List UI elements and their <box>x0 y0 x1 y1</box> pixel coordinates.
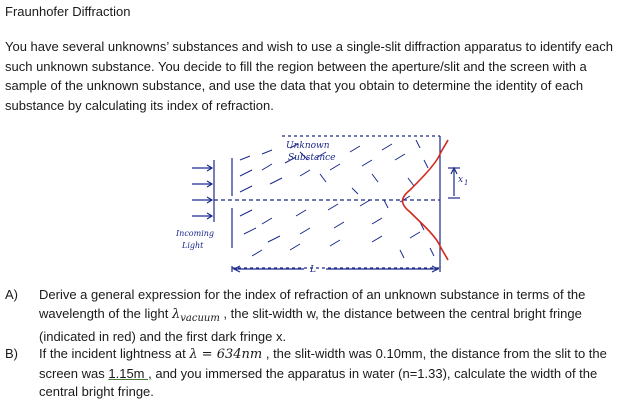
diffracted-wavefronts <box>240 140 434 258</box>
lambda-subscript: vacuum <box>180 312 220 324</box>
label-light: Light <box>182 241 204 250</box>
label-l: L <box>310 265 316 275</box>
label-incoming: Incoming <box>176 229 215 238</box>
label-x1-sub: 1 <box>464 179 469 187</box>
label-x1: x <box>458 175 464 185</box>
intro-paragraph: You have several unknowns’ substances and wish to use a single-slit diffraction apparatus to identify each such unknown substance. You decide to fill the region between the aperture/slit and the screen with a sample of the unknown substance, and use the data that you obtain to determine the identity of each substance by calculating its index of refraction. <box>5 39 613 113</box>
wavelength-value: λ = 634nm <box>189 347 263 362</box>
diffraction-figure <box>0 130 633 280</box>
diffraction-diagram <box>0 130 633 280</box>
question-a-text: Derive a general expression for the index of refraction of an unknown substance in terms of the wavelength of the light $\lambda_{vacuum}$ , the slit-width w, the distance between the central bright fringe (indicated in red) and the first dark fringe x. <box>39 287 586 344</box>
question-b-letter: B) <box>5 346 18 361</box>
question-b-text: If the incident lightness at λ = 634nm , the slit-width was 0.10mm, the distance from the slit to the screen was 1.15m , and you immersed the apparatus in water (n=1.33), calculate the width of the central bright fringe. <box>39 346 607 399</box>
label-unknown: Unknown <box>286 141 330 151</box>
incoming-light-arrows <box>192 160 214 222</box>
l-dimension <box>232 266 440 272</box>
question-a-letter: A) <box>5 287 18 302</box>
label-substance: Substance <box>288 153 336 163</box>
page-title: Fraunhofer Diffraction <box>5 4 131 19</box>
lambda-symbol: λ <box>171 306 181 322</box>
screen-distance: 1.15m , <box>108 365 152 381</box>
